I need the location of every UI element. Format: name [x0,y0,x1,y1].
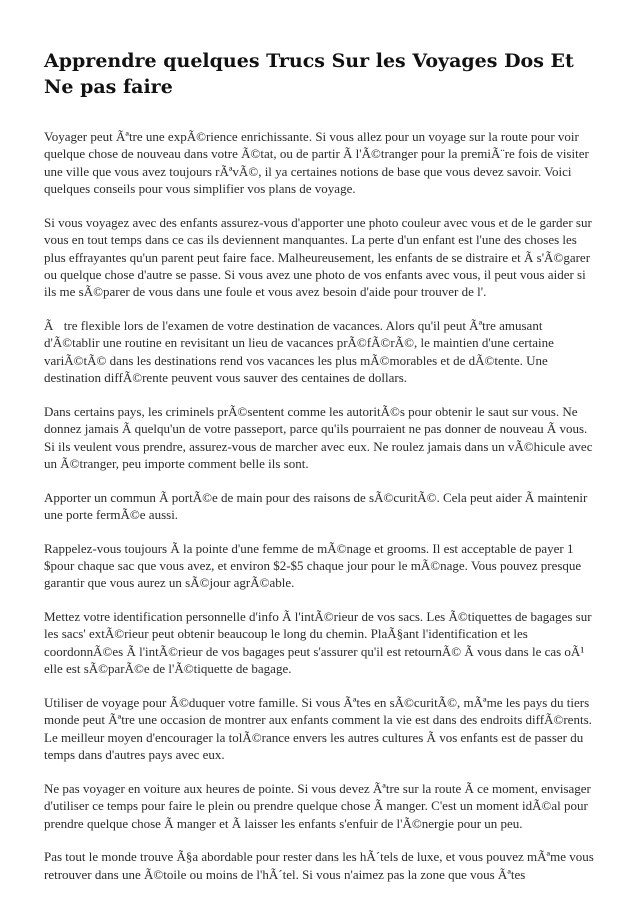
document-title: Apprendre quelques Trucs Sur les Voyages Dos Et Ne pas faire [44,50,574,98]
paragraph-criminals: Dans certains pays, les criminels prÃ©sentent comme les autoritÃ©s pour obtenir le saut sur vous. Ne donnez jamais Ã quelqu'un de votre passeport, parce qu'ils pourraient ne pas donner de nouveau Ã vous. Si ils veulent vous prendre, assurez-vous de marcher avec eux. Ne roulez jamais dans un vÃ©hicule avec un Ã©tranger, peu importe comment belle ils sont. [44,403,593,472]
paragraph-rush-hour: Ne pas voyager en voiture aux heures de pointe. Si vous devez Ãªtre sur la route Ã ce moment, envisager d'utiliser ce temps pour faire le plein ou prendre quelque chose Ã manger. C'est un moment idÃ©al pour prendre quelque chose Ã manger et Ã laisser les enfants s'enfuir de l'Ã©nergie pour un peu. [44,780,591,831]
document-page [44,48,596,899]
paragraph-children-photo: Si vous voyagez avec des enfants assurez-vous d'apporter une photo couleur avec vous et de le garder sur vous en tout temps dans ce cas ils deviennent manquantes. La perte d'un enfant est l'une des choses les plus effrayantes qu'un parent peut faire face. Malheureusement, les enfants de se distraire et Ã s'Ã©garer ou quelque chose d'autre se passe. Si vous avez une photo de vos enfants avec vous, il peut vous aider si ils me sÃ©parer de vous dans une foule et vous avez besoin d'aide pour trouver de l'. [44,214,592,300]
paragraph-intro: Voyager peut Ãªtre une expÃ©rience enrichissante. Si vous allez pour un voyage sur la route pour voir quelque chose de nouveau dans votre Ã©tat, ou de partir Ã l'Ã©tranger pour la premiÃ¨re fois de visiter une ville que vous avez toujours rÃªvÃ©, il ya certaines notions de base que vous devez savoir. Voici quelques conseils pour vous simplifier vos plans de voyage. [44,129,589,197]
paragraph-hotels: Pas tout le monde trouve Ã§a abordable pour rester dans les hÃ´tels de luxe, et vous pouvez mÃªme vous retrouver dans une Ã©toile ou moins de l'hÃ´tel. Si vous n'aimez pas la zone que vous Ãªtes [44,849,594,882]
paragraph-tipping: Rappelez-vous toujours Ã la pointe d'une femme de mÃ©nage et grooms. Il est acceptable de payer 1 $pour chaque sac que vous avez, et environ $2-$5 chaque jour pour le mÃ©nage. Vous pouvez presque garantir que vous aurez un sÃ©jour agrÃ©able. [44,540,582,591]
paragraph-security-door: Apporter un commun Ã portÃ©e de main pour des raisons de sÃ©curitÃ©. Cela peut aider Ã maintenir une porte fermÃ©e aussi. [44,489,588,523]
paragraph-educate-family: Utiliser de voyage pour Ã©duquer votre famille. Si vous Ãªtes en sÃ©curitÃ©, mÃªme les pays du tiers monde peut Ãªtre une occasion de montrer aux enfants comment la vie est dans des endroits diffÃ©rents. Le meilleur moyen d'encourager la tolÃ©rance envers les autres cultures Ã vos enfants est de passer du temps dans d'autres pays avec eux. [44,694,592,763]
paragraph-identification: Mettez votre identification personnelle d'info Ã l'intÃ©rieur de vos sacs. Les Ã©tiquettes de bagages sur les sacs' extÃ©rieur peut obtenir beaucoup le long du chemin. PlaÃ§ant l'identification et les coordonnÃ©es Ã l'intÃ©rieur de vos bagages peut s'assurer qu'il est retournÃ© Ã vous dans le cas oÃ¹ elle est sÃ©parÃ©e de l'Ã©tiquette de bagage. [44,609,592,677]
paragraph-flexible-destination: Ãtre flexible lors de l'examen de votre destination de vacances. Alors qu'il peut Ãªtre amusant d'Ã©tablir une routine en revisitant un lieu de vacances prÃ©fÃ©rÃ©, le maintien d'une certaine variÃ©tÃ© dans les destinations rend vos vacances les plus mÃ©morables et de dÃ©tente. Une destination diffÃ©rente peuvent vous sauver des centaines de dollars. [44,318,554,386]
